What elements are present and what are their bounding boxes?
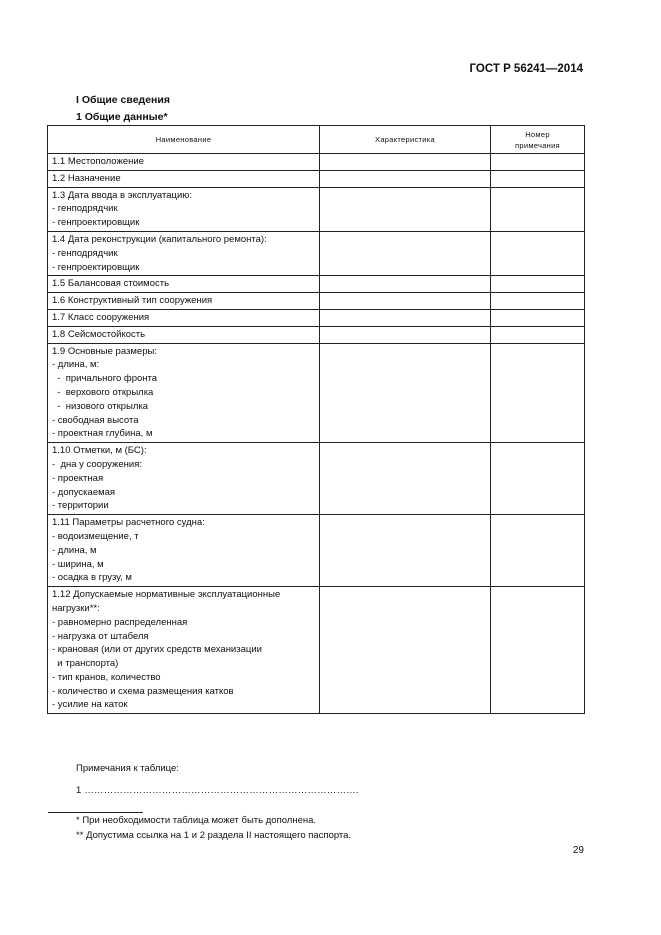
row-name-cell — [48, 326, 320, 343]
row-line: - дна у сооружения: — [52, 458, 142, 470]
row-note-cell[interactable] — [491, 515, 585, 587]
table-row — [48, 276, 585, 293]
row-line: 1.2 Назначение — [52, 172, 121, 184]
row-note-cell[interactable] — [491, 231, 585, 275]
row-characteristic-cell[interactable] — [320, 343, 491, 443]
table-row — [48, 154, 585, 171]
row-characteristic-cell[interactable] — [320, 587, 491, 714]
row-line: нагрузки**: — [52, 602, 100, 614]
row-line: - допускаемая — [52, 486, 116, 498]
row-line: - нагрузка от штабеля — [52, 630, 149, 642]
row-note-cell[interactable] — [491, 326, 585, 343]
row-line: - низового открылка — [52, 400, 149, 412]
row-name-cell — [48, 443, 320, 515]
row-line: - территории — [52, 500, 109, 512]
table-row — [48, 326, 585, 343]
row-name-cell — [48, 170, 320, 187]
row-line: - причального фронта — [52, 373, 158, 385]
row-line: - проектная глубина, м — [52, 428, 153, 440]
row-characteristic-cell[interactable] — [320, 170, 491, 187]
row-note-cell[interactable] — [491, 343, 585, 443]
footnote-divider — [48, 812, 143, 813]
section-title: I Общие сведения — [76, 94, 170, 106]
row-name-lines — [48, 276, 319, 292]
row-name-cell — [48, 293, 320, 310]
table-row — [48, 343, 585, 443]
row-line: - генподрядчик — [52, 247, 118, 259]
row-name-lines — [48, 587, 319, 713]
row-name-cell — [48, 515, 320, 587]
row-line: - свободная высота — [52, 414, 139, 426]
row-name-lines — [48, 188, 319, 231]
row-name-lines — [48, 154, 319, 170]
row-line: - крановая (или от других средств механизации — [52, 644, 262, 656]
row-line: 1.10 Отметки, м (БС): — [52, 445, 147, 457]
footnote-2: ** Допустима ссылка на 1 и 2 раздела II настоящего паспорта. — [76, 830, 352, 841]
subsection-title: 1 Общие данные* — [76, 111, 168, 123]
row-name-lines — [48, 171, 319, 187]
row-line: 1.9 Основные размеры: — [52, 345, 157, 357]
row-line: 1.8 Сейсмостойкость — [52, 328, 146, 340]
table-row — [48, 309, 585, 326]
row-characteristic-cell[interactable] — [320, 326, 491, 343]
row-line: - равномерно распределенная — [52, 616, 188, 628]
row-note-cell[interactable] — [491, 187, 585, 231]
row-line: - осадка в грузу, м — [52, 572, 132, 584]
document-number: ГОСТ Р 56241—2014 — [469, 63, 583, 75]
table-row — [48, 187, 585, 231]
row-line: 1.5 Балансовая стоимость — [52, 278, 170, 290]
row-line: 1.1 Местоположение — [52, 156, 144, 167]
row-characteristic-cell[interactable] — [320, 309, 491, 326]
row-line: - водоизмещение, т — [52, 530, 139, 542]
row-line: 1.12 Допускаемые нормативные эксплуатационные — [52, 589, 281, 601]
row-name-lines — [48, 515, 319, 586]
row-characteristic-cell[interactable] — [320, 443, 491, 515]
row-line: - ширина, м — [52, 558, 104, 570]
row-line: - усилие на каток — [52, 699, 128, 711]
row-line: и транспорта) — [52, 658, 119, 670]
row-name-lines — [48, 310, 319, 326]
row-name-lines — [48, 293, 319, 309]
row-name-cell — [48, 309, 320, 326]
header-name: Наименование — [48, 126, 320, 154]
header-note-number-line1: Номер — [525, 129, 550, 139]
table-row — [48, 231, 585, 275]
row-characteristic-cell[interactable] — [320, 187, 491, 231]
row-line: - генподрядчик — [52, 203, 118, 215]
row-name-lines — [48, 344, 319, 443]
header-note-number-line2: примечания — [515, 140, 560, 150]
row-line: 1.4 Дата реконструкции (капитального ремонта): — [52, 233, 267, 245]
row-name-lines — [48, 443, 319, 514]
row-characteristic-cell[interactable] — [320, 276, 491, 293]
row-name-cell — [48, 187, 320, 231]
notes-label: Примечания к таблице: — [76, 763, 179, 774]
row-line: - длина, м: — [52, 359, 100, 371]
row-name-cell — [48, 343, 320, 443]
row-note-cell[interactable] — [491, 154, 585, 171]
table-row — [48, 170, 585, 187]
row-note-cell[interactable] — [491, 309, 585, 326]
row-name-cell — [48, 587, 320, 714]
row-name-lines — [48, 327, 319, 343]
row-line: - проектная — [52, 472, 104, 484]
row-characteristic-cell[interactable] — [320, 231, 491, 275]
table-row — [48, 587, 585, 714]
page-number: 29 — [572, 845, 584, 856]
row-line: - количество и схема размещения катков — [52, 685, 234, 697]
row-name-cell — [48, 154, 320, 171]
notes-line: 1 …………………………………………………………………………. — [76, 785, 359, 796]
row-line: 1.3 Дата ввода в эксплуатацию: — [52, 189, 193, 201]
row-line: 1.7 Класс сооружения — [52, 311, 150, 323]
row-line: - тип кранов, количество — [52, 671, 161, 683]
row-characteristic-cell[interactable] — [320, 293, 491, 310]
row-line: - длина, м — [52, 544, 97, 556]
table-row — [48, 293, 585, 310]
row-name-lines — [48, 232, 319, 275]
row-characteristic-cell[interactable] — [320, 154, 491, 171]
row-note-cell[interactable] — [491, 587, 585, 714]
row-line: - генпроектировщик — [52, 217, 140, 229]
table-row — [48, 443, 585, 515]
row-line: 1.11 Параметры расчетного судна: — [52, 517, 205, 529]
general-data-table — [47, 125, 585, 714]
header-characteristic: Характеристика — [320, 126, 491, 154]
row-name-cell — [48, 231, 320, 275]
row-name-cell — [48, 276, 320, 293]
row-note-cell[interactable] — [491, 443, 585, 515]
row-characteristic-cell[interactable] — [320, 515, 491, 587]
header-note-number — [491, 126, 585, 154]
row-line: 1.6 Конструктивный тип сооружения — [52, 295, 213, 307]
row-line: - верхового открылка — [52, 386, 154, 398]
footnote-1: * При необходимости таблица может быть дополнена. — [76, 815, 317, 826]
row-line: - генпроектировщик — [52, 261, 140, 273]
table-row — [48, 515, 585, 587]
table-body — [48, 154, 585, 714]
row-note-cell[interactable] — [491, 276, 585, 293]
row-note-cell[interactable] — [491, 293, 585, 310]
row-note-cell[interactable] — [491, 170, 585, 187]
